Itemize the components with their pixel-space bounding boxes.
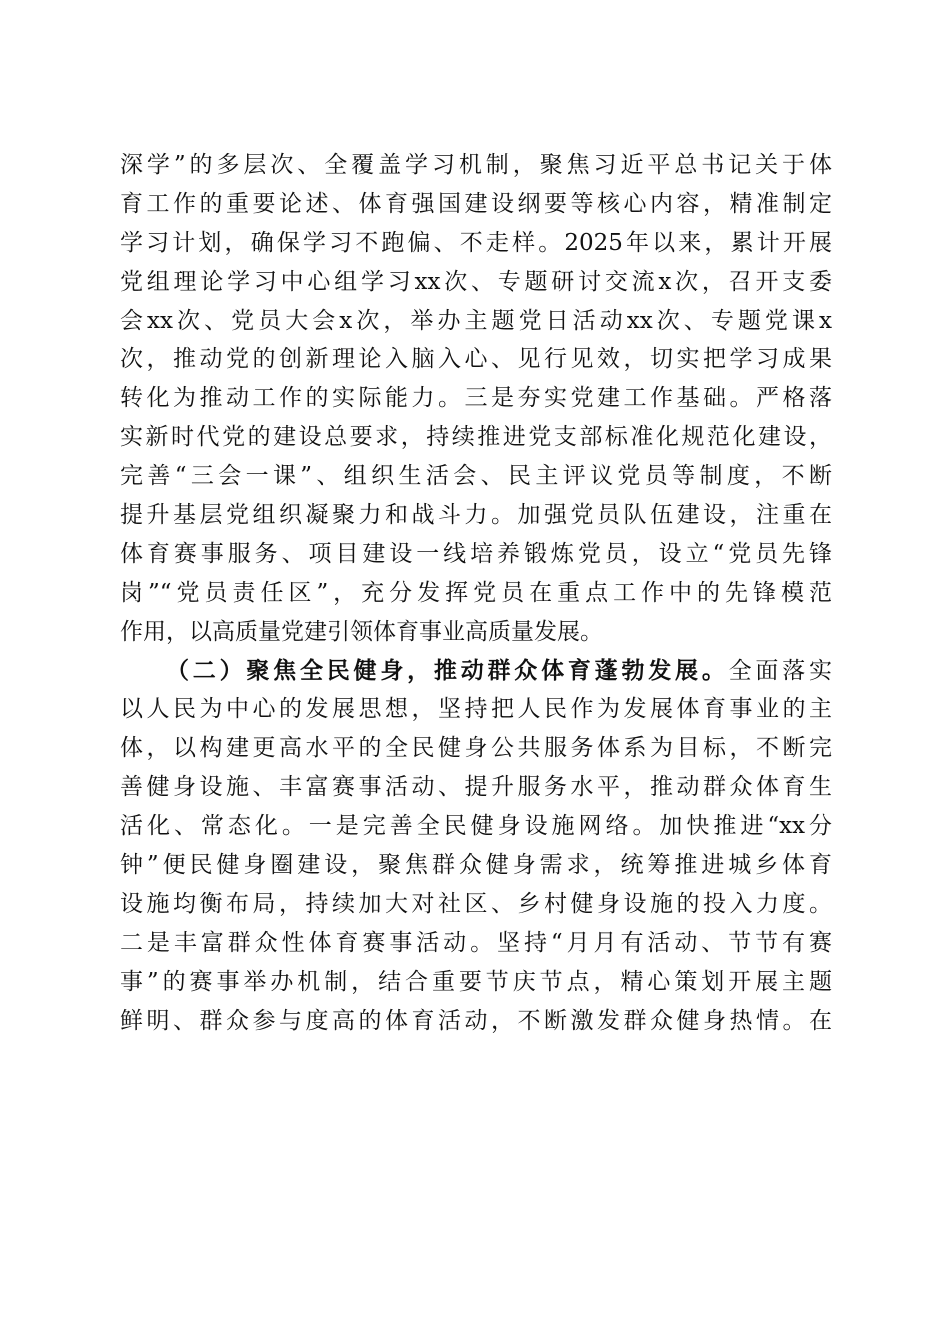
text-line: 育工作的重要论述、体育强国建设纲要等核心内容，精准制定 (120, 190, 832, 217)
section-heading-rest: 全面落实 (728, 657, 832, 684)
text-line: 深学”的多层次、全覆盖学习机制，聚焦习近平总书记关于体 (120, 152, 832, 178)
text-line: 体，以构建更高水平的全民健身公共服务体系为目标，不断完 (120, 735, 832, 762)
section-heading: （二）聚焦全民健身，推动群众体育蓬勃发展。 (166, 656, 729, 684)
text-line: 会xx次、党员大会x次，举办主题党日活动xx次、专题党课x (120, 307, 832, 334)
text-line: 活化、常态化。一是完善全民健身设施网络。加快推进“xx分 (120, 813, 832, 840)
text-line: 事”的赛事举办机制，结合重要节庆节点，精心策划开展主题 (120, 968, 832, 995)
text-line: 岗”“党员责任区”，充分发挥党员在重点工作中的先锋模范 (120, 579, 832, 606)
section-heading-line (120, 652, 832, 691)
text-line: 转化为推动工作的实际能力。三是夯实党建工作基础。严格落 (120, 385, 832, 412)
text-line: 二是丰富群众性体育赛事活动。坚持“月月有活动、节节有赛 (120, 929, 832, 956)
text-line: 提升基层党组织凝聚力和战斗力。加强党员队伍建设，注重在 (120, 502, 832, 529)
text-line: 善健身设施、丰富赛事活动、提升服务水平，推动群众体育生 (120, 774, 832, 801)
text-line: 党组理论学习中心组学习xx次、专题研讨交流x次，召开支委 (120, 268, 832, 295)
text-line: 实新时代党的建设总要求，持续推进党支部标准化规范化建设， (120, 424, 832, 451)
text-line: 钟”便民健身圈建设，聚焦群众健身需求，统筹推进城乡体育 (120, 852, 832, 879)
text-line: 体育赛事服务、项目建设一线培养锻炼党员，设立“党员先锋 (120, 540, 832, 567)
text-line: 作用，以高质量党建引领体育事业高质量发展。 (120, 618, 603, 645)
text-line: 鲜明、群众参与度高的体育活动，不断激发群众健身热情。在 (120, 1007, 832, 1034)
text-line: 以人民为中心的发展思想，坚持把人民作为发展体育事业的主 (120, 696, 832, 723)
text-line: 完善“三会一课”、组织生活会、民主评议党员等制度，不断 (120, 463, 832, 490)
text-line: 设施均衡布局，持续加大对社区、乡村健身设施的投入力度。 (120, 890, 832, 917)
text-line: 学习计划，确保学习不跑偏、不走样。2025年以来，累计开展 (120, 229, 832, 256)
text-line: 次，推动党的创新理论入脑入心、见行见效，切实把学习成果 (120, 346, 832, 373)
body-text (120, 146, 832, 1040)
